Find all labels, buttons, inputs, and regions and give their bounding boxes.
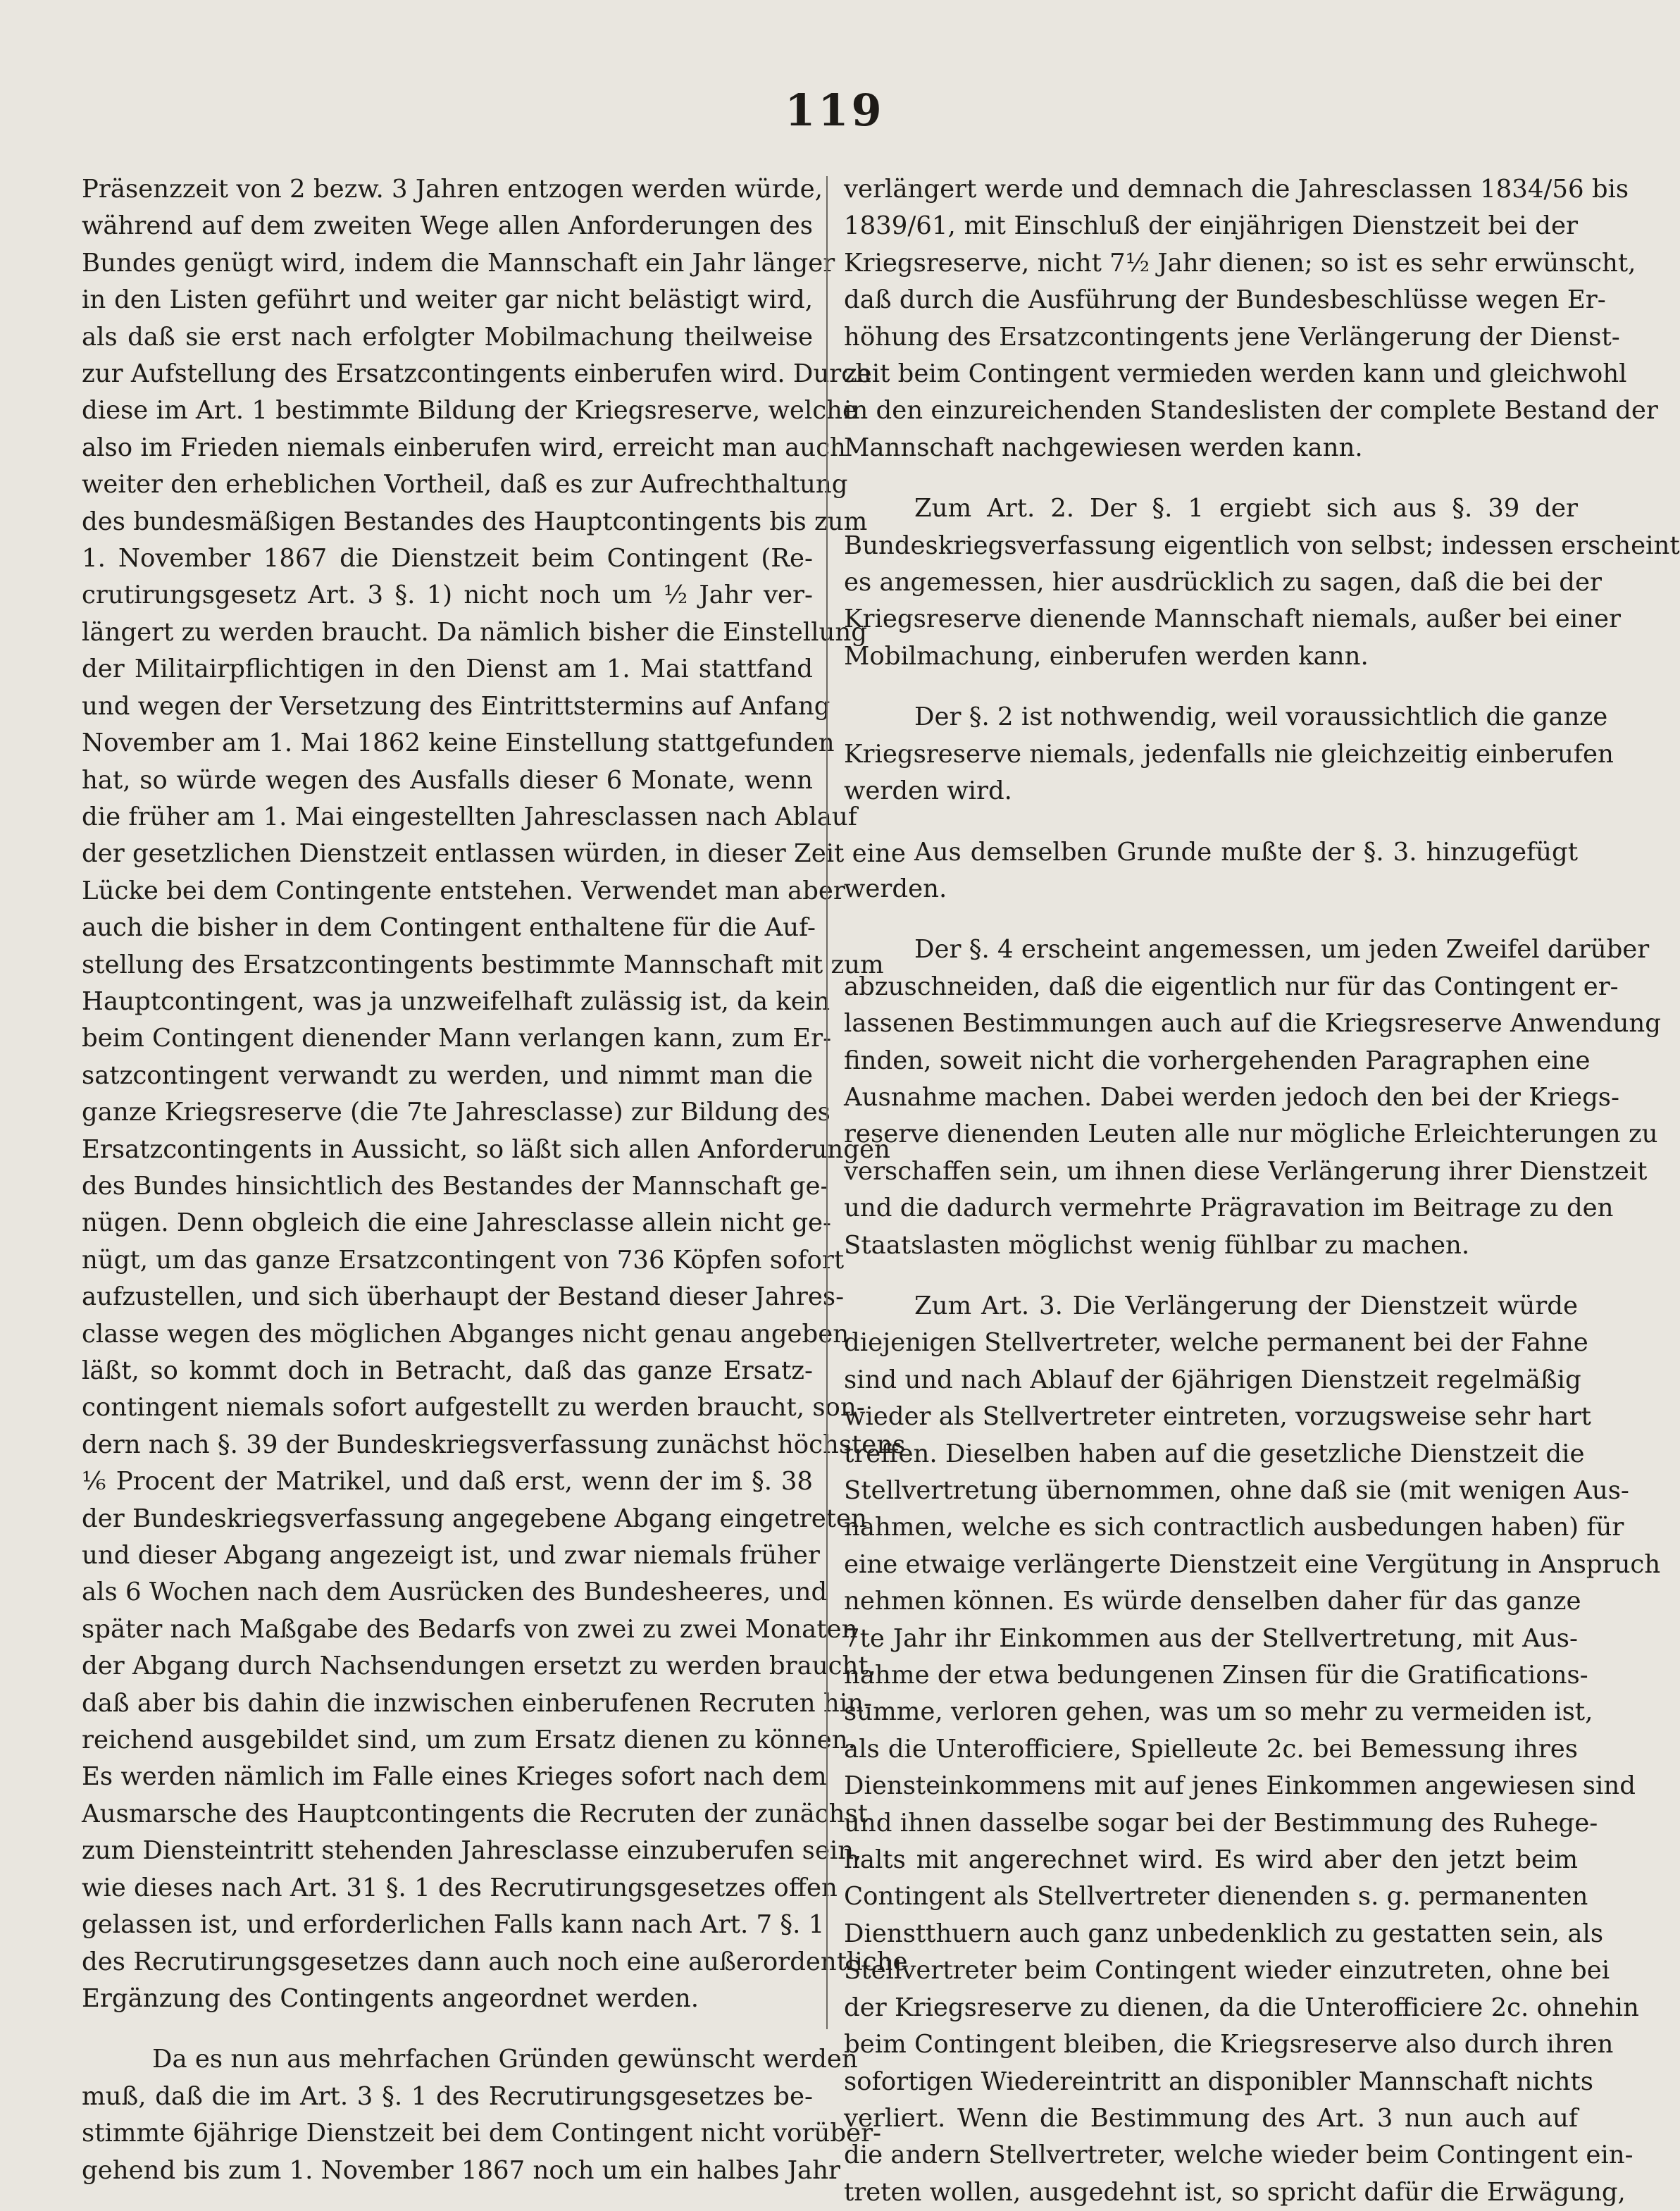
- text-line: läßt, so kommt doch in Betracht, daß das ganze Ersatz-: [82, 1356, 813, 1385]
- paragraph: [82, 2041, 882, 2189]
- text-line: später nach Maßgabe des Bedarfs von zwei zu zwei Monaten: [82, 1614, 858, 1644]
- right-column: [844, 171, 1680, 2211]
- text-line: Präsenzzeit von 2 bezw. 3 Jahren entzogen werden würde,: [82, 175, 823, 204]
- text-line: Ausnahme machen. Dabei werden jedoch den bei der Kriegs-: [844, 1082, 1620, 1112]
- text-line: und die dadurch vermehrte Prägravation im Beitrage zu den: [844, 1194, 1614, 1223]
- text-line: stimmte 6jährige Dienstzeit bei dem Contingent nicht vorüber-: [82, 2119, 882, 2148]
- text-line: längert zu werden braucht. Da nämlich bisher die Einstellung: [82, 617, 867, 647]
- text-line: treten wollen, ausgedehnt ist, so spricht dafür die Erwägung,: [844, 2177, 1626, 2207]
- text-line: in den Listen geführt und weiter gar nicht belästigt wird,: [82, 285, 813, 315]
- text-line: Ausmarsche des Hauptcontingents die Recruten der zunächst: [82, 1799, 869, 1828]
- text-line: stellung des Ersatzcontingents bestimmte Mannschaft mit zum: [82, 950, 884, 979]
- text-line: des bundesmäßigen Bestandes des Hauptcontingents bis zum: [82, 507, 868, 536]
- text-line: zeit beim Contingent vermieden werden kann und gleichwohl: [844, 359, 1627, 389]
- text-line: Stellvertretung übernommen, ohne daß sie (mit wenigen Aus-: [844, 1476, 1629, 1505]
- text-line: ⅙ Procent der Matrikel, und daß erst, wenn der im §. 38: [82, 1467, 813, 1497]
- text-line: Staatslasten möglichst wenig fühlbar zu machen.: [844, 1230, 1470, 1260]
- text-line: classe wegen des möglichen Abganges nicht genau angeben: [82, 1319, 850, 1349]
- text-line: finden, soweit nicht die vorhergehenden Paragraphen eine: [844, 1046, 1591, 1075]
- text-line: nügen. Denn obgleich die eine Jahresclasse allein nicht ge-: [82, 1208, 832, 1238]
- text-line: Aus demselben Grunde mußte der §. 3. hinzugefügt: [914, 837, 1578, 867]
- text-line: beim Contingent dienender Mann verlangen kann, zum Er-: [82, 1024, 832, 1053]
- text-line: verlängert werde und demnach die Jahresclassen 1834/56 bis: [844, 175, 1629, 204]
- text-line: nahmen, welche es sich contractlich ausbedungen haben) für: [844, 1513, 1624, 1542]
- text-line: Ergänzung des Contingents angeordnet werden.: [82, 1983, 699, 2013]
- text-line: es angemessen, hier ausdrücklich zu sagen, daß die bei der: [844, 568, 1602, 597]
- text-line: gehend bis zum 1. November 1867 noch um ein halbes Jahr: [82, 2155, 840, 2185]
- text-line: ganze Kriegsreserve (die 7te Jahresclasse) zur Bildung des: [82, 1098, 830, 1127]
- text-line: Es werden nämlich im Falle eines Krieges sofort nach dem: [82, 1762, 827, 1792]
- text-line: des Bundes hinsichtlich des Bestandes der Mannschaft ge-: [82, 1171, 829, 1201]
- paragraph: [844, 931, 1661, 1264]
- paragraph: [844, 490, 1680, 675]
- text-line: summe, verloren gehen, was um so mehr zu vermeiden ist,: [844, 1697, 1593, 1727]
- left-column: [82, 171, 908, 2189]
- text-line: treffen. Dieselben haben auf die gesetzliche Dienstzeit die: [844, 1439, 1585, 1468]
- text-line: 7te Jahr ihr Einkommen aus der Stellvertretung, mit Aus-: [844, 1623, 1578, 1653]
- text-line: der Kriegsreserve zu dienen, da die Unterofficiere 2c. ohnehin: [844, 1993, 1639, 2022]
- text-line: dern nach §. 39 der Bundeskriegsverfassung zunächst höchstens: [82, 1430, 906, 1459]
- text-line: Kriegsreserve dienende Mannschaft niemals, außer bei einer: [844, 605, 1621, 634]
- text-line: des Recrutirungsgesetzes dann auch noch eine außerordentliche: [82, 1947, 908, 1976]
- text-line: Zum Art. 2. Der §. 1 ergiebt sich aus §. 39 der: [914, 494, 1578, 524]
- column-divider: [826, 176, 828, 2029]
- text-line: Der §. 4 erscheint angemessen, um jeden Zweifel darüber: [914, 935, 1650, 965]
- text-line: Contingent als Stellvertreter dienenden s. g. permanenten: [844, 1882, 1588, 1912]
- text-line: die andern Stellvertreter, welche wieder beim Contingent ein-: [844, 2141, 1634, 2170]
- text-line: der Militairpflichtigen in den Dienst am 1. Mai stattfand: [82, 655, 813, 684]
- text-line: crutirungsgesetz Art. 3 §. 1) nicht noch um ½ Jahr ver-: [82, 581, 813, 610]
- text-line: auch die bisher in dem Contingent enthaltene für die Auf-: [82, 913, 816, 943]
- text-line: Kriegsreserve, nicht 7½ Jahr dienen; so ist es sehr erwünscht,: [844, 248, 1636, 278]
- text-line: der Abgang durch Nachsendungen ersetzt zu werden braucht,: [82, 1652, 876, 1681]
- text-line: Der §. 2 ist nothwendig, weil voraussichtlich die ganze: [914, 702, 1608, 732]
- text-line: diese im Art. 1 bestimmte Bildung der Kriegsreserve, welche: [82, 396, 858, 426]
- text-line: als daß sie erst nach erfolgter Mobilmachung theilweise: [82, 322, 813, 352]
- text-line: zum Diensteintritt stehenden Jahresclasse einzuberufen sein,: [82, 1836, 862, 1866]
- text-line: Stellvertreter beim Contingent wieder einzutreten, ohne bei: [844, 1956, 1610, 1986]
- text-line: verliert. Wenn die Bestimmung des Art. 3 nun auch auf: [844, 2103, 1578, 2133]
- text-line: satzcontingent verwandt zu werden, und nimmt man die: [82, 1060, 813, 1090]
- text-line: Lücke bei dem Contingente entstehen. Verwendet man aber: [82, 876, 845, 905]
- text-line: diejenigen Stellvertreter, welche permanent bei der Fahne: [844, 1328, 1588, 1358]
- text-line: sofortigen Wiedereintritt an disponibler Mannschaft nichts: [844, 2067, 1593, 2096]
- text-line: abzuschneiden, daß die eigentlich nur für das Contingent er-: [844, 972, 1619, 1001]
- text-line: November am 1. Mai 1862 keine Einstellung stattgefunden: [82, 729, 835, 758]
- text-line: als die Unterofficiere, Spielleute 2c. bei Bemessung ihres: [844, 1734, 1578, 1764]
- text-line: halts mit angerechnet wird. Es wird aber den jetzt beim: [844, 1845, 1578, 1875]
- text-line: nügt, um das ganze Ersatzcontingent von 736 Köpfen sofort: [82, 1245, 845, 1275]
- text-line: lassenen Bestimmungen auch auf die Kriegsreserve Anwendung: [844, 1009, 1661, 1039]
- paragraph: [844, 171, 1658, 466]
- text-line: Kriegsreserve niemals, jedenfalls nie gleichzeitig einberufen: [844, 739, 1614, 769]
- text-line: hat, so würde wegen des Ausfalls dieser 6 Monate, wenn: [82, 765, 813, 795]
- text-line: Bundes genügt wird, indem die Mannschaft ein Jahr länger: [82, 248, 835, 278]
- paragraph: [844, 834, 1578, 908]
- text-line: nahme der etwa bedungenen Zinsen für die Gratifications-: [844, 1661, 1588, 1690]
- paragraph: [844, 699, 1614, 810]
- paragraph: [844, 1288, 1661, 2211]
- text-line: höhung des Ersatzcontingents jene Verlängerung der Dienst-: [844, 322, 1620, 352]
- text-line: die früher am 1. Mai eingestellten Jahresclassen nach Ablauf: [82, 802, 857, 831]
- text-line: werden wird.: [844, 776, 1012, 806]
- text-line: 1. November 1867 die Dienstzeit beim Contingent (Re-: [82, 544, 813, 574]
- text-line: werden.: [844, 874, 947, 903]
- text-line: Diensteinkommens mit auf jenes Einkommen angewiesen sind: [844, 1771, 1636, 1801]
- text-line: weiter den erheblichen Vortheil, daß es zur Aufrechthaltung: [82, 470, 848, 500]
- text-line: Bundeskriegsverfassung eigentlich von selbst; indessen erscheint: [844, 531, 1680, 560]
- text-line: Zum Art. 3. Die Verlängerung der Dienstzeit würde: [914, 1291, 1578, 1320]
- text-line: wieder als Stellvertreter eintreten, vorzugsweise sehr hart: [844, 1402, 1591, 1432]
- text-line: wie dieses nach Art. 31 §. 1 des Recrutirungsgesetzes offen: [82, 1873, 838, 1902]
- text-line: beim Contingent bleiben, die Kriegsreserve also durch ihren: [844, 2030, 1614, 2060]
- text-line: reserve dienenden Leuten alle nur mögliche Erleichterungen zu: [844, 1120, 1658, 1149]
- text-line: nehmen können. Es würde denselben daher für das ganze: [844, 1587, 1581, 1616]
- text-line: und wegen der Versetzung des Eintrittstermins auf Anfang: [82, 691, 830, 721]
- text-line: sind und nach Ablauf der 6jährigen Dienstzeit regelmäßig: [844, 1365, 1581, 1394]
- text-line: als 6 Wochen nach dem Ausrücken des Bundesheeres, und: [82, 1578, 828, 1607]
- text-line: in den einzureichenden Standeslisten der complete Bestand der: [844, 396, 1658, 426]
- paragraph: [82, 171, 908, 2017]
- text-line: daß durch die Ausführung der Bundesbeschlüsse wegen Er-: [844, 285, 1606, 315]
- text-line: contingent niemals sofort aufgestellt zu werden braucht, son-: [82, 1393, 865, 1423]
- page-number: 119: [785, 85, 885, 136]
- text-line: der gesetzlichen Dienstzeit entlassen würden, in dieser Zeit eine: [82, 839, 906, 869]
- text-line: Mobilmachung, einberufen werden kann.: [844, 641, 1369, 671]
- text-line: und dieser Abgang angezeigt ist, und zwar niemals früher: [82, 1541, 820, 1571]
- text-line: muß, daß die im Art. 3 §. 1 des Recrutirungsgesetzes be-: [82, 2081, 813, 2111]
- text-line: Ersatzcontingents in Aussicht, so läßt sich allen Anforderungen: [82, 1134, 890, 1164]
- text-line: zur Aufstellung des Ersatzcontingents einberufen wird. Durch: [82, 359, 871, 389]
- text-line: verschaffen sein, um ihnen diese Verlängerung ihrer Dienstzeit: [844, 1156, 1648, 1186]
- text-line: also im Frieden niemals einberufen wird, erreicht man auch: [82, 433, 846, 462]
- text-line: gelassen ist, und erforderlichen Falls kann nach Art. 7 §. 1: [82, 1910, 825, 1940]
- text-line: 1839/61, mit Einschluß der einjährigen Dienstzeit bei der: [844, 211, 1578, 241]
- text-line: Hauptcontingent, was ja unzweifelhaft zulässig ist, da kein: [82, 986, 830, 1016]
- text-line: reichend ausgebildet sind, um zum Ersatz dienen zu können.: [82, 1726, 856, 1755]
- text-line: Dienstthuern auch ganz unbedenklich zu gestatten sein, als: [844, 1919, 1604, 1948]
- text-line: Da es nun aus mehrfachen Gründen gewünscht werden: [152, 2045, 858, 2074]
- text-line: Mannschaft nachgewiesen werden kann.: [844, 433, 1363, 462]
- text-line: daß aber bis dahin die inzwischen einberufenen Recruten hin-: [82, 1688, 872, 1718]
- text-line: während auf dem zweiten Wege allen Anforderungen des: [82, 211, 813, 241]
- text-line: eine etwaige verlängerte Dienstzeit eine Vergütung in Anspruch: [844, 1549, 1661, 1579]
- text-line: und ihnen dasselbe sogar bei der Bestimmung des Ruhege-: [844, 1808, 1598, 1838]
- text-line: der Bundeskriegsverfassung angegebene Abgang eingetreten: [82, 1504, 867, 1533]
- text-line: aufzustellen, und sich überhaupt der Bestand dieser Jahres-: [82, 1282, 845, 1312]
